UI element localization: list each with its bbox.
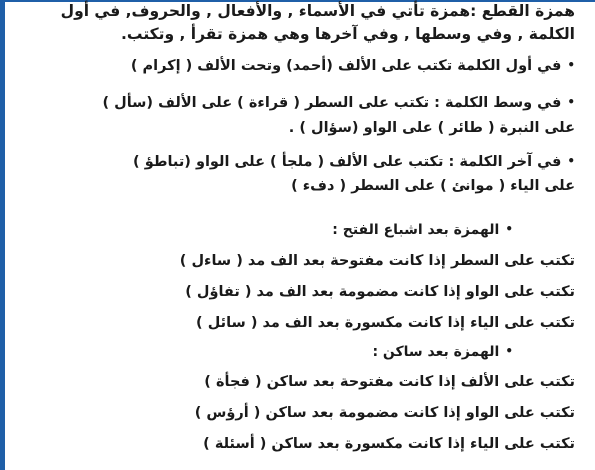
rule-middle-of-word: [14, 95, 575, 112]
section-heading-after-sakin: [14, 344, 513, 361]
section-heading-after-fath: [14, 222, 513, 239]
page-frame-left: [0, 0, 5, 470]
after-fath-item: تكتب على الواو إذا كانت مضمومة بعد الف مد ( تفاؤل ): [185, 284, 575, 300]
after-sakin-item: تكتب على الياء إذا كانت مكسورة بعد ساكن ( أسئلة ): [203, 436, 575, 452]
bullet-icon: •: [567, 58, 575, 72]
rule-middle-text-2: على النبرة ( طائر ) على الواو (سؤال ) .: [288, 120, 575, 136]
rule-end-text-2: على الياء ( موانئ ) على السطر ( دفء ): [291, 178, 575, 194]
after-fath-item: تكتب على الياء إذا كانت مكسورة بعد الف مد ( سائل ): [196, 315, 575, 331]
bullet-icon: •: [567, 154, 575, 168]
after-sakin-item: تكتب على الواو إذا كانت مضمومة بعد ساكن ( أرؤس ): [194, 405, 575, 421]
after-sakin-heading-text: الهمزة بعد ساكن :: [372, 344, 500, 360]
rule-start-text: في أول الكلمة تكتب على الألف (أحمد) وتحت الألف ( إكرام ): [130, 58, 562, 74]
bullet-icon: •: [567, 95, 575, 109]
intro-line-1: همزة القطع :همزة تأتي في الأسماء , والأفعال , والحروف, في أول: [60, 2, 575, 20]
rule-middle-text-1: في وسط الكلمة : تكتب على السطر ( قراءة ) على الألف (سأل ): [102, 95, 562, 111]
bullet-icon: •: [505, 222, 513, 236]
intro-line-2: الكلمة , وفي وسطها , وفي آخرها وهي همزة تقرأ , وتكتب.: [121, 25, 575, 43]
bullet-icon: •: [505, 344, 513, 358]
rule-end-text-1: في آخر الكلمة : تكتب على الألف ( ملجأ ) على الواو (تباطؤ ): [133, 154, 562, 170]
after-fath-heading-text: الهمزة بعد اشباع الفتح :: [332, 222, 500, 238]
rule-start-of-word: [14, 58, 575, 75]
after-fath-item: تكتب على السطر إذا كانت مفتوحة بعد الف مد ( ساءل ): [179, 253, 575, 269]
rule-end-of-word: [14, 154, 575, 171]
after-sakin-item: تكتب على الألف إذا كانت مفتوحة بعد ساكن ( فجأة ): [204, 374, 575, 390]
